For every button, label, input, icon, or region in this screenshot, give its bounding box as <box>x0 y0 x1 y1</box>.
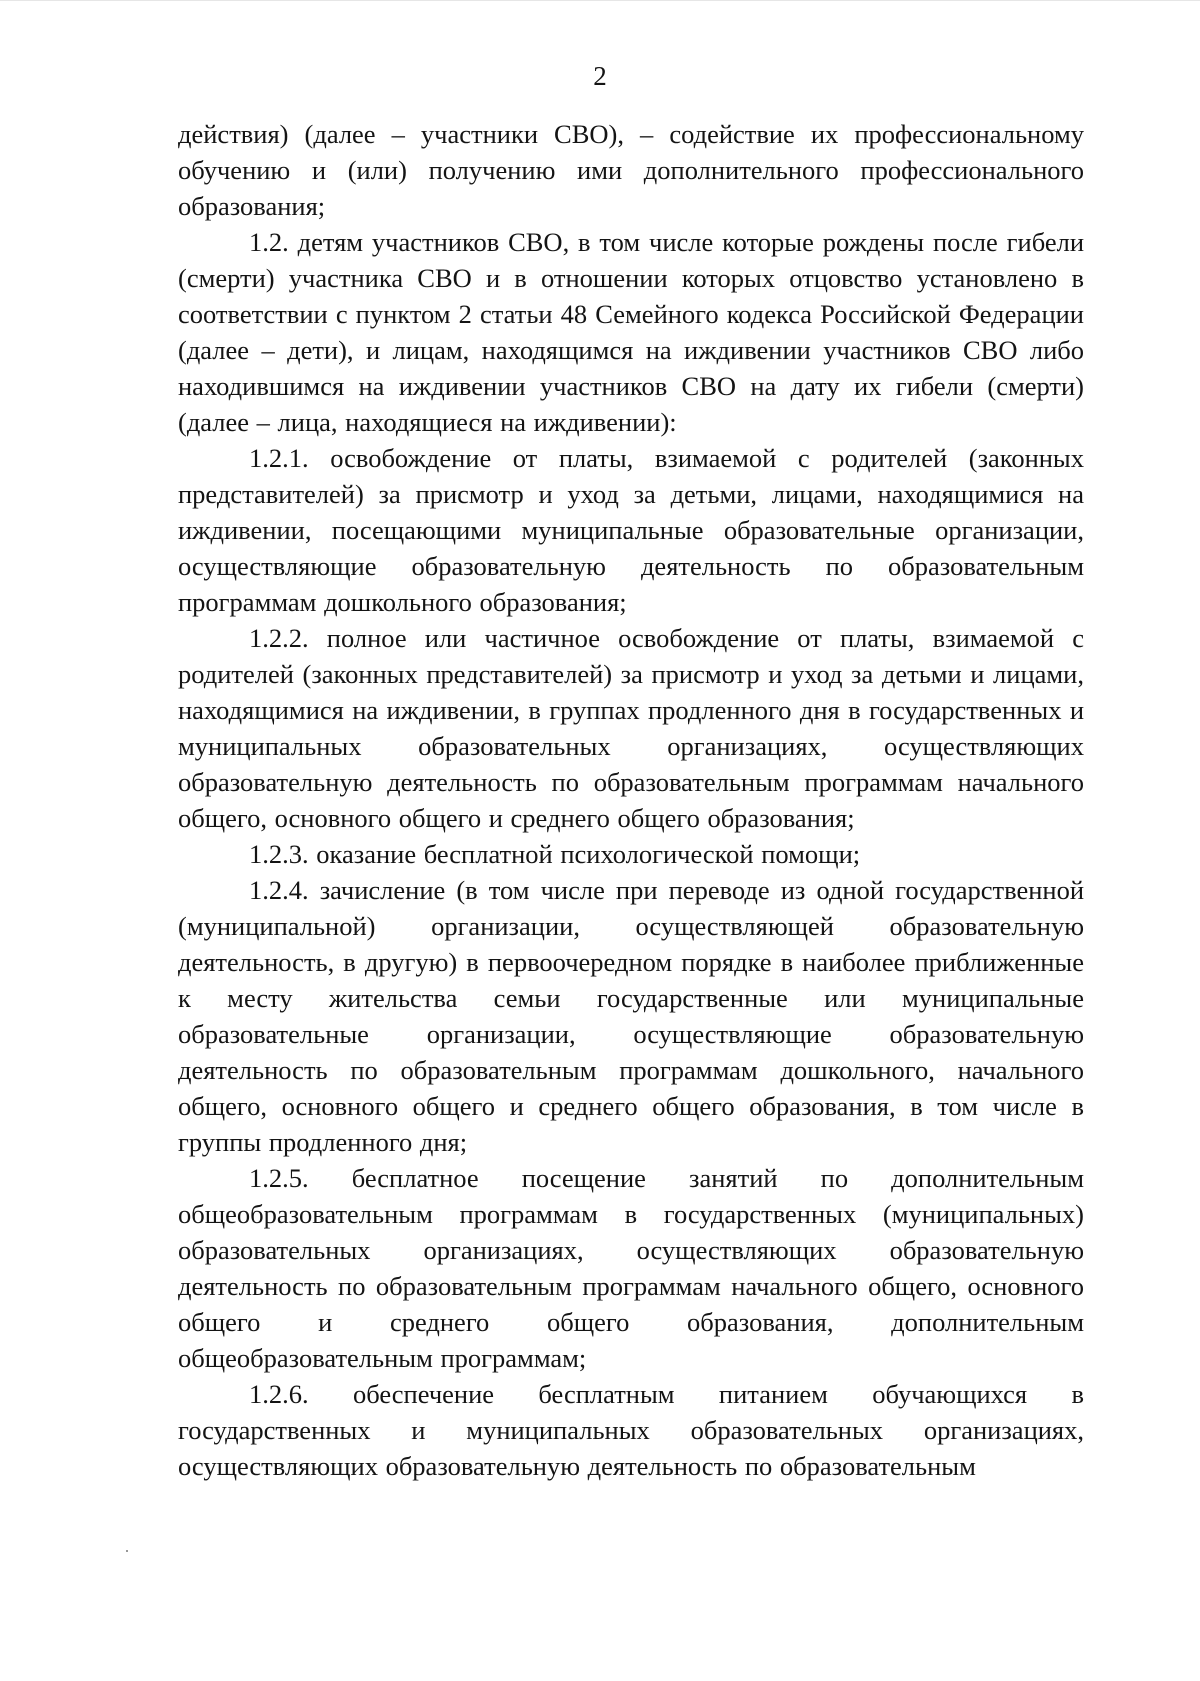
scan-edge-line <box>0 0 1200 1</box>
paragraph-1-2-3: 1.2.3. оказание бесплатной психологической помощи; <box>249 839 861 869</box>
page-number: 2 <box>593 61 607 91</box>
paragraph-1-2-6: 1.2.6. обеспечение бесплатным питанием обучающихся в государственных и муниципальных образовательных организациях, осуществляющих образовательную деятельность по образовательным <box>178 1379 1084 1481</box>
document-body <box>178 116 1084 1484</box>
paragraph-continuation: действия) (далее – участники СВО), – содействие их профессиональному обучению и (или) получению ими дополнительного профессионального образования; <box>178 119 1084 221</box>
paragraph-1-2-1: 1.2.1. освобождение от платы, взимаемой с родителей (законных представителей) за присмотр и уход за детьми, лицами, находящимися на иждивении, посещающими муниципальные образовательные организации, осуществляющие образовательную деятельность по образовательным программам дошкольного образования; <box>178 443 1084 617</box>
paragraph-1-2-2: 1.2.2. полное или частичное освобождение от платы, взимаемой с родителей (законных представителей) за присмотр и уход за детьми и лицами, находящимися на иждивении, в группах продленного дня в государственных и муниципальных образовательных организациях, осуществляющих образовательную деятельность по образовательным программам начального общего, основного общего и среднего общего образования; <box>178 623 1084 833</box>
paragraph-1-2-4: 1.2.4. зачисление (в том числе при переводе из одной государственной (муниципальной) организации, осуществляющей образовательную деятельность, в другую) в первоочередном порядке в наиболее приближенные к месту жительства семьи государственные или муниципальные образовательные организации, осуществляющие образовательную деятельность по образовательным программам дошкольного, начального общего, основного общего и среднего общего образования, в том числе в группы продленного дня; <box>178 875 1084 1157</box>
paragraph-1-2: 1.2. детям участников СВО, в том числе которые рождены после гибели (смерти) участника СВО и в отношении которых отцовство установлено в соответствии с пунктом 2 статьи 48 Семейного кодекса Российской Федерации (далее – дети), и лицам, находящимся на иждивении участников СВО либо находившимся на иждивении участников СВО на дату их гибели (смерти) (далее – лица, находящиеся на иждивении): <box>178 227 1084 437</box>
paragraph-1-2-5: 1.2.5. бесплатное посещение занятий по дополнительным общеобразовательным программам в государственных (муниципальных) образовательных организациях, осуществляющих образовательную деятельность по образовательным программам начального общего, основного общего и среднего общего образования, дополнительным общеобразовательным программам; <box>178 1163 1084 1373</box>
scan-speck <box>126 1550 128 1552</box>
